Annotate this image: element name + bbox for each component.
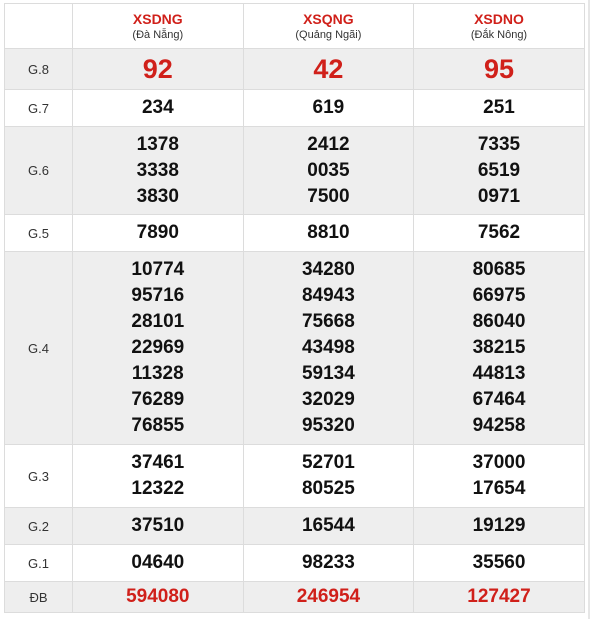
- prize-cell: [243, 215, 414, 252]
- prize-label: ĐB: [5, 582, 73, 613]
- prize-number: 37000: [472, 452, 526, 473]
- prize-row: [5, 215, 585, 252]
- prize-number: 7562: [477, 222, 521, 243]
- prize-row: [5, 582, 585, 613]
- prize-number: 234: [141, 97, 174, 118]
- prize-number: 1378: [136, 133, 179, 155]
- prize-number: 11328: [131, 363, 184, 384]
- province-header-danang[interactable]: [73, 4, 244, 49]
- prize-cell: [414, 445, 585, 508]
- prize-cell: [414, 90, 585, 127]
- prize-cell: [414, 127, 585, 215]
- prize-cell: [414, 215, 585, 252]
- prize-label: G.7: [5, 90, 73, 127]
- prize-cell: [73, 90, 244, 127]
- prize-number: 17654: [472, 478, 526, 499]
- prize-number: 3830: [136, 185, 179, 207]
- province-name: (Đắk Nông): [470, 29, 528, 41]
- prize-cell: [243, 90, 414, 127]
- prize-cell: [243, 49, 414, 90]
- prize-label: G.2: [5, 508, 73, 545]
- prize-number: 19129: [472, 515, 526, 536]
- prize-number: 75668: [301, 311, 355, 332]
- prize-number: 7500: [307, 185, 350, 207]
- prize-number: 7890: [136, 222, 179, 243]
- province-name: (Đà Nẵng): [132, 29, 184, 41]
- prize-number: 92: [142, 54, 173, 84]
- prize-number: 59134: [301, 363, 355, 384]
- prize-number: 43498: [301, 337, 355, 358]
- prize-label: G.3: [5, 445, 73, 508]
- prize-cell: [243, 252, 414, 445]
- prize-number: 94258: [472, 415, 526, 436]
- prize-cell: [414, 545, 585, 582]
- prize-number: 04640: [131, 552, 185, 573]
- prize-number: 0035: [307, 159, 350, 181]
- prize-number: 8810: [307, 222, 350, 243]
- prize-cell: [243, 508, 414, 545]
- prize-row: [5, 508, 585, 545]
- prize-row: [5, 49, 585, 90]
- province-name: (Quảng Ngãi): [295, 29, 362, 41]
- lottery-results-table: [4, 3, 585, 613]
- prize-number: 98233: [301, 552, 355, 573]
- prize-number: 246954: [296, 586, 361, 607]
- prize-row: [5, 445, 585, 508]
- prize-row: [5, 252, 585, 445]
- prize-cell: [73, 582, 244, 613]
- prize-cell: [243, 445, 414, 508]
- prize-label: G.6: [5, 127, 73, 215]
- prize-cell: [73, 508, 244, 545]
- province-header-quangngai[interactable]: [243, 4, 414, 49]
- prize-number: 76855: [131, 415, 185, 436]
- prize-number: 28101: [131, 311, 185, 332]
- province-header-daknong[interactable]: [414, 4, 585, 49]
- prize-number: 66975: [472, 285, 526, 306]
- province-code[interactable]: XSDNG: [132, 11, 183, 27]
- prize-cell: [73, 252, 244, 445]
- prize-number: 619: [312, 97, 345, 118]
- prize-number: 34280: [301, 259, 355, 280]
- prize-number: 86040: [472, 311, 526, 332]
- prize-cell: [414, 508, 585, 545]
- prize-number: 95320: [301, 415, 355, 436]
- prize-number: 95: [483, 54, 514, 84]
- prize-rows: [5, 49, 585, 613]
- prize-number: 0971: [477, 185, 521, 207]
- header-corner: [5, 4, 73, 49]
- prize-row: [5, 90, 585, 127]
- prize-number: 35560: [472, 552, 526, 573]
- prize-label: G.5: [5, 215, 73, 252]
- prize-number: 37510: [131, 515, 185, 536]
- prize-number: 127427: [467, 586, 531, 607]
- prize-label: G.1: [5, 545, 73, 582]
- prize-number: 594080: [126, 586, 190, 607]
- prize-row: [5, 127, 585, 215]
- prize-cell: [73, 215, 244, 252]
- prize-number: 32029: [301, 389, 355, 410]
- prize-row: [5, 545, 585, 582]
- prize-cell: [243, 582, 414, 613]
- prize-number: 37461: [131, 452, 185, 473]
- prize-number: 10774: [131, 259, 185, 280]
- prize-number: 16544: [301, 515, 355, 536]
- prize-cell: [73, 445, 244, 508]
- province-header-row: [5, 4, 585, 49]
- prize-cell: [414, 49, 585, 90]
- province-code[interactable]: XSQNG: [303, 11, 354, 27]
- prize-number: 2412: [307, 133, 350, 155]
- prize-number: 12322: [131, 478, 185, 499]
- prize-number: 84943: [301, 285, 355, 306]
- prize-label: G.4: [5, 252, 73, 445]
- prize-number: 76289: [131, 389, 185, 410]
- prize-cell: [243, 545, 414, 582]
- prize-label: G.8: [5, 49, 73, 90]
- prize-cell: [414, 252, 585, 445]
- prize-number: 80685: [472, 259, 526, 280]
- prize-number: 3338: [136, 159, 179, 181]
- prize-number: 251: [483, 97, 515, 118]
- prize-cell: [414, 582, 585, 613]
- prize-number: 38215: [472, 337, 526, 358]
- prize-number: 80525: [301, 478, 355, 499]
- prize-number: 7335: [477, 133, 521, 155]
- prize-cell: [73, 545, 244, 582]
- prize-number: 95716: [131, 285, 185, 306]
- prize-cell: [243, 127, 414, 215]
- province-code[interactable]: XSDNO: [474, 11, 524, 27]
- prize-cell: [73, 127, 244, 215]
- prize-number: 52701: [301, 452, 355, 473]
- prize-number: 67464: [472, 389, 526, 410]
- prize-number: 42: [313, 54, 344, 84]
- prize-number: 22969: [131, 337, 185, 358]
- prize-cell: [73, 49, 244, 90]
- prize-number: 44813: [472, 363, 526, 384]
- prize-number: 6519: [477, 159, 521, 181]
